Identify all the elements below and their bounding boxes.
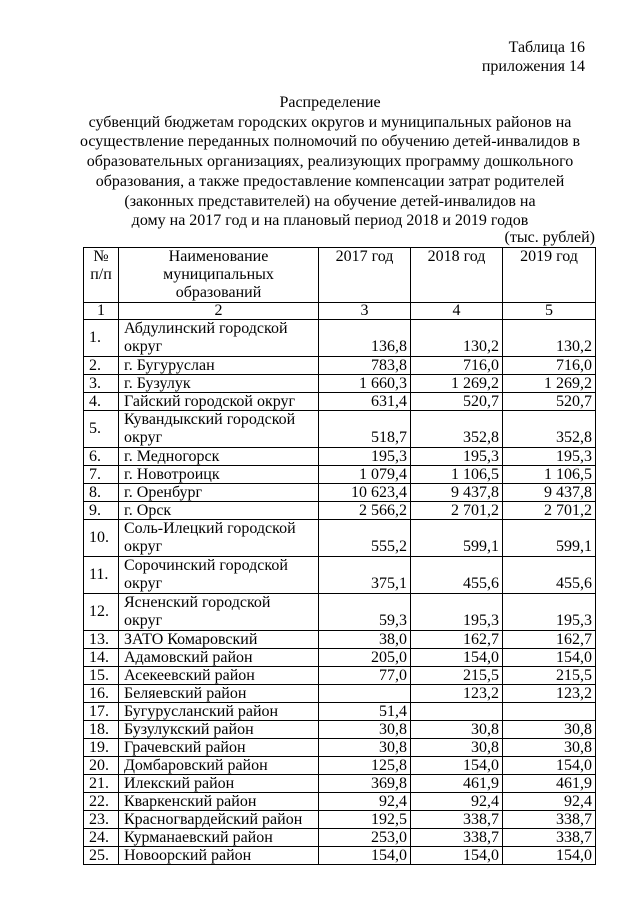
value-2019: 30,8: [503, 721, 596, 739]
row-number: 2.: [84, 357, 119, 375]
row-number: 8.: [84, 484, 119, 502]
value-2018: 599,1: [411, 520, 503, 557]
row-number: 16.: [84, 685, 119, 703]
title-line: образования, а также предоставление компенсации затрат родителей: [95, 172, 565, 190]
row-number: 7.: [84, 466, 119, 484]
table-row: [84, 594, 596, 631]
table-row: [84, 667, 596, 685]
municipality-name-line: Беляевский район: [124, 685, 247, 702]
value-2017: 518,7: [319, 411, 411, 448]
municipality-name-line: округ: [124, 429, 163, 446]
value-2019: 9 437,8: [503, 484, 596, 502]
municipality-name-line: Илекский район: [124, 775, 235, 792]
municipality-name: [119, 502, 319, 520]
municipality-name: [119, 739, 319, 757]
table-row: [84, 847, 596, 865]
value-2017: 38,0: [319, 631, 411, 649]
value-2019: 123,2: [503, 685, 596, 703]
title-line: Распределение: [279, 94, 381, 111]
municipality-name: [119, 667, 319, 685]
col-number: 1: [84, 303, 119, 320]
title-line: (законных представителей) на обучение детей-инвалидов на: [124, 192, 536, 210]
column-number-row: [84, 303, 596, 320]
table-row: [84, 320, 596, 357]
municipality-name: [119, 411, 319, 448]
municipality-name-line: округ: [124, 538, 163, 555]
value-2018: 9 437,8: [411, 484, 503, 502]
value-2017: 195,3: [319, 448, 411, 466]
value-2017: 10 623,4: [319, 484, 411, 502]
municipality-name-line: Грачевский район: [124, 739, 246, 756]
row-number: 15.: [84, 667, 119, 685]
municipality-name: [119, 829, 319, 847]
value-2019: 195,3: [503, 594, 596, 631]
municipality-name-line: ЗАТО Комаровский: [124, 631, 258, 648]
value-2019: 154,0: [503, 847, 596, 865]
title-line: образовательных организациях, реализующих программу дошкольного: [86, 153, 574, 171]
value-2018: 1 269,2: [411, 375, 503, 393]
table-row: [84, 520, 596, 557]
municipality-name-line: Домбаровский район: [124, 757, 268, 774]
municipality-name-line: г. Оренбург: [124, 484, 203, 501]
municipality-name: [119, 757, 319, 775]
value-2017: 555,2: [319, 520, 411, 557]
value-2018: 215,5: [411, 667, 503, 685]
table-row: [84, 557, 596, 594]
col-number: 4: [411, 303, 503, 320]
municipality-name: [119, 775, 319, 793]
municipality-name: [119, 375, 319, 393]
col-header-2018: 2018 год: [411, 248, 503, 303]
value-2018: 455,6: [411, 557, 503, 594]
value-2018: 154,0: [411, 649, 503, 667]
table-row: [84, 739, 596, 757]
value-2019: 352,8: [503, 411, 596, 448]
value-2018: 154,0: [411, 847, 503, 865]
table-row: [84, 685, 596, 703]
municipality-name-line: Новоорский район: [124, 847, 252, 864]
row-number: 4.: [84, 393, 119, 411]
units-label: (тыс. рублей): [504, 229, 595, 246]
row-number: 10.: [84, 520, 119, 557]
row-number: 19.: [84, 739, 119, 757]
municipality-name: [119, 557, 319, 594]
municipality-name-line: Сорочинский городской: [124, 557, 288, 574]
value-2017: 30,8: [319, 721, 411, 739]
col-number: 5: [503, 303, 596, 320]
row-number: 9.: [84, 502, 119, 520]
municipality-name-line: Кувандыкский городской: [124, 411, 296, 428]
value-2019: 1 269,2: [503, 375, 596, 393]
col-header-name-line: Наименование: [168, 248, 269, 265]
value-2019: 92,4: [503, 793, 596, 811]
table-row: [84, 829, 596, 847]
value-2017: 205,0: [319, 649, 411, 667]
title-line: осуществление переданных полномочий по обучению детей-инвалидов в: [79, 133, 581, 151]
municipality-name: [119, 594, 319, 631]
value-2019: 30,8: [503, 739, 596, 757]
value-2017: 136,8: [319, 320, 411, 357]
value-2019: 461,9: [503, 775, 596, 793]
table-header-row: [84, 248, 596, 303]
table-row: [84, 649, 596, 667]
value-2019: 716,0: [503, 357, 596, 375]
municipality-name-line: г. Орск: [124, 502, 172, 519]
table-row: [84, 502, 596, 520]
row-number: 20.: [84, 757, 119, 775]
col-number: 3: [319, 303, 411, 320]
value-2018: 154,0: [411, 757, 503, 775]
municipality-name: [119, 703, 319, 721]
value-2019: 130,2: [503, 320, 596, 357]
table-row: [84, 811, 596, 829]
row-number: 12.: [84, 594, 119, 631]
table-row: [84, 631, 596, 649]
municipality-name: [119, 847, 319, 865]
row-number: 18.: [84, 721, 119, 739]
value-2019: 338,7: [503, 829, 596, 847]
value-2018: 1 106,5: [411, 466, 503, 484]
col-header-name-line: муниципальных: [163, 266, 274, 283]
municipality-name-line: Красногвардейский район: [124, 811, 303, 828]
municipality-name-line: округ: [124, 575, 163, 592]
value-2017: 253,0: [319, 829, 411, 847]
table-row: [84, 375, 596, 393]
value-2018: [411, 703, 503, 721]
value-2017: 2 566,2: [319, 502, 411, 520]
municipality-name-line: Абдулинский городской: [124, 320, 288, 337]
municipality-name: [119, 685, 319, 703]
municipality-name: [119, 811, 319, 829]
value-2017: 783,8: [319, 357, 411, 375]
municipality-name-line: Курманаевский район: [124, 829, 273, 846]
municipality-name: [119, 320, 319, 357]
row-number: 25.: [84, 847, 119, 865]
row-number: 22.: [84, 793, 119, 811]
col-header-name-line: образований: [175, 284, 262, 301]
table-row: [84, 757, 596, 775]
value-2017: 92,4: [319, 793, 411, 811]
row-number: 13.: [84, 631, 119, 649]
municipality-name: [119, 466, 319, 484]
municipality-name: [119, 631, 319, 649]
value-2019: 154,0: [503, 649, 596, 667]
col-header-num: № п/п: [84, 248, 119, 303]
value-2017: 30,8: [319, 739, 411, 757]
table-row: [84, 357, 596, 375]
value-2018: 130,2: [411, 320, 503, 357]
appendix-label: приложения 14: [481, 58, 585, 75]
value-2019: [503, 703, 596, 721]
value-2018: 461,9: [411, 775, 503, 793]
table-row: [84, 448, 596, 466]
value-2018: 162,7: [411, 631, 503, 649]
municipality-name: [119, 520, 319, 557]
municipality-name-line: Соль-Илецкий городской: [124, 520, 296, 537]
value-2018: 716,0: [411, 357, 503, 375]
value-2018: 352,8: [411, 411, 503, 448]
row-number: 1.: [84, 320, 119, 357]
value-2019: 1 106,5: [503, 466, 596, 484]
municipality-name-line: Бузулукский район: [124, 721, 254, 738]
value-2019: 455,6: [503, 557, 596, 594]
value-2019: 215,5: [503, 667, 596, 685]
table-row: [84, 484, 596, 502]
row-number: 23.: [84, 811, 119, 829]
value-2017: [319, 685, 411, 703]
municipality-name-line: г. Новотроицк: [124, 466, 220, 483]
municipality-name-line: округ: [124, 338, 163, 355]
table-row: [84, 721, 596, 739]
value-2019: 195,3: [503, 448, 596, 466]
municipality-name: [119, 721, 319, 739]
table-row: [84, 775, 596, 793]
value-2019: 162,7: [503, 631, 596, 649]
col-header-2019: 2019 год: [503, 248, 596, 303]
subvention-table: [83, 247, 596, 865]
value-2017: 631,4: [319, 393, 411, 411]
value-2017: 369,8: [319, 775, 411, 793]
value-2018: 195,3: [411, 448, 503, 466]
row-number: 14.: [84, 649, 119, 667]
municipality-name: [119, 484, 319, 502]
value-2018: 338,7: [411, 829, 503, 847]
row-number: 3.: [84, 375, 119, 393]
row-number: 24.: [84, 829, 119, 847]
value-2017: 125,8: [319, 757, 411, 775]
title-line: дому на 2017 год и на плановый период 2018 и 2019 годов: [131, 212, 529, 230]
value-2018: 30,8: [411, 739, 503, 757]
municipality-name-line: Гайский городской округ: [124, 393, 296, 410]
municipality-name: [119, 448, 319, 466]
value-2018: 30,8: [411, 721, 503, 739]
value-2019: 599,1: [503, 520, 596, 557]
col-number: 2: [119, 303, 319, 320]
col-header-2017: 2017 год: [319, 248, 411, 303]
value-2018: 2 701,2: [411, 502, 503, 520]
value-2018: 92,4: [411, 793, 503, 811]
table-number: Таблица 16: [508, 39, 585, 56]
document-title: [60, 93, 600, 231]
municipality-name: [119, 793, 319, 811]
value-2017: 51,4: [319, 703, 411, 721]
table-row: [84, 411, 596, 448]
value-2018: 195,3: [411, 594, 503, 631]
value-2018: 338,7: [411, 811, 503, 829]
municipality-name-line: г. Бугуруслан: [124, 357, 215, 374]
row-number: 11.: [84, 557, 119, 594]
value-2019: 154,0: [503, 757, 596, 775]
value-2017: 1 660,3: [319, 375, 411, 393]
value-2017: 1 079,4: [319, 466, 411, 484]
municipality-name-line: Ясненский городской: [124, 594, 271, 611]
municipality-name-line: г. Бузулук: [124, 375, 191, 392]
municipality-name: [119, 393, 319, 411]
municipality-name-line: Кваркенский район: [124, 793, 257, 810]
value-2019: 2 701,2: [503, 502, 596, 520]
table-row: [84, 393, 596, 411]
table-row: [84, 793, 596, 811]
value-2017: 154,0: [319, 847, 411, 865]
municipality-name-line: г. Медногорск: [124, 448, 220, 465]
municipality-name-line: Адамовский район: [124, 649, 253, 666]
row-number: 21.: [84, 775, 119, 793]
municipality-name: [119, 649, 319, 667]
row-number: 17.: [84, 703, 119, 721]
value-2017: 59,3: [319, 594, 411, 631]
value-2019: 338,7: [503, 811, 596, 829]
row-number: 5.: [84, 411, 119, 448]
table-body: [84, 320, 596, 865]
table-row: [84, 703, 596, 721]
value-2018: 123,2: [411, 685, 503, 703]
value-2017: 375,1: [319, 557, 411, 594]
row-number: 6.: [84, 448, 119, 466]
municipality-name: [119, 357, 319, 375]
title-line: субвенций бюджетам городских округов и муниципальных районов на: [88, 113, 572, 131]
value-2019: 520,7: [503, 393, 596, 411]
value-2017: 77,0: [319, 667, 411, 685]
table-row: [84, 466, 596, 484]
municipality-name-line: округ: [124, 612, 163, 629]
municipality-name-line: Асекеевский район: [124, 667, 255, 684]
col-header-name: [119, 248, 319, 303]
value-2018: 520,7: [411, 393, 503, 411]
municipality-name-line: Бугурусланский район: [124, 703, 279, 720]
value-2017: 192,5: [319, 811, 411, 829]
